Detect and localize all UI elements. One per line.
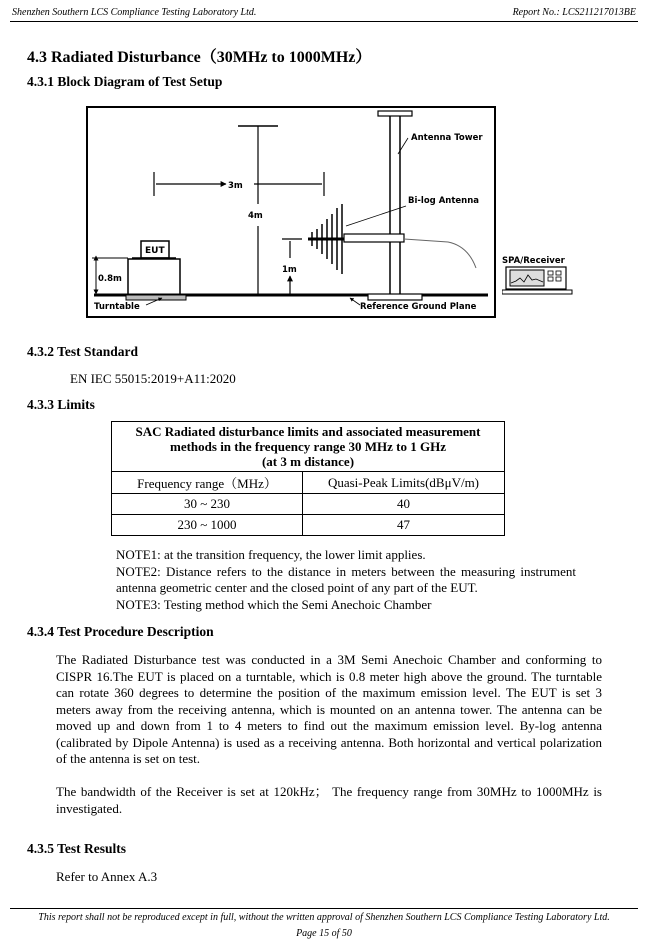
label-antenna-tower: Antenna Tower bbox=[411, 133, 483, 143]
col-header-frequency: Frequency range（MHz） bbox=[112, 472, 303, 494]
label-turntable: Turntable bbox=[94, 302, 140, 312]
header-report-number: Report No.: LCS211217013BE bbox=[512, 7, 636, 18]
label-bilog-antenna: Bi-log Antenna bbox=[408, 196, 480, 206]
header-lab-name: Shenzhen Southern LCS Compliance Testing Laboratory Ltd. bbox=[12, 7, 257, 18]
procedure-paragraph-1: The Radiated Disturbance test was conducted in a 3M Semi Anechoic Chamber and conforming to CISPR 16.The EUT is placed on a turntable, which is 0.8 meter high above the ground. The turntable can rotate 360 degrees to determine the position of the maximum emission level. The EUT is set 3 meters away from the receiving antenna, which is mounted on an antenna tower. The antenna can be moved up and down from 1 to 4 meters to find out the maximum emission level. By-log antenna (calibrated by Dipole Antenna) is used as a receiving antenna. Both horizontal and vertical polarization of the antenna is set on test. bbox=[56, 652, 602, 766]
label-height-4m: 4m bbox=[248, 211, 263, 221]
note-2: NOTE2: Distance refers to the distance in meters between the measuring instrument antenna geometric center and the closed point of any part of the EUT. bbox=[116, 563, 576, 595]
footer-page-number: Page 15 of 50 bbox=[296, 928, 352, 939]
label-distance-3m: 3m bbox=[228, 181, 243, 191]
receiver-icon bbox=[502, 266, 574, 296]
header-divider bbox=[10, 21, 638, 22]
label-ground-plane: Reference Ground Plane bbox=[360, 302, 477, 312]
block-diagram-heading: 4.3.1 Block Diagram of Test Setup bbox=[27, 74, 223, 89]
spa-receiver bbox=[502, 256, 574, 296]
test-setup-diagram bbox=[86, 106, 496, 318]
limits-heading: 4.3.3 Limits bbox=[27, 397, 95, 412]
limits-table bbox=[111, 421, 505, 536]
table-row: 30 ~ 230 40 bbox=[112, 494, 505, 515]
note-3: NOTE3: Testing method which the Semi Anechoic Chamber bbox=[116, 596, 432, 612]
footer-disclaimer: This report shall not be reproduced except in full, without the written approval of Shenzhen Southern LCS Compliance Testing Laboratory Ltd. bbox=[38, 912, 610, 923]
label-receiver: SPA/Receiver bbox=[502, 256, 565, 266]
table-row: 230 ~ 1000 47 bbox=[112, 515, 505, 536]
results-heading: 4.3.5 Test Results bbox=[27, 841, 127, 856]
test-standard-value: EN IEC 55015:2019+A11:2020 bbox=[70, 371, 236, 386]
results-text: Refer to Annex A.3 bbox=[56, 869, 158, 884]
section-title: 4.3 Radiated Disturbance（30MHz to 1000MHz） bbox=[27, 49, 372, 66]
procedure-paragraph-2: The bandwidth of the Receiver is set at 120kHz； The frequency range from 30MHz to 1000MHz is investigated. bbox=[56, 784, 602, 816]
turntable-shape bbox=[126, 295, 186, 300]
limits-table-caption: SAC Radiated disturbance limits and associated measurement methods in the frequency range 30 MHz to 1 GHz (at 3 m distance) bbox=[112, 422, 505, 472]
note-1: NOTE1: at the transition frequency, the lower limit applies. bbox=[116, 547, 426, 562]
col-header-limit: Quasi-Peak Limits(dBμV/m) bbox=[303, 472, 505, 494]
label-height-08m: 0.8m bbox=[98, 274, 122, 284]
procedure-heading: 4.3.4 Test Procedure Description bbox=[27, 624, 214, 639]
eut-table bbox=[128, 259, 180, 295]
test-setup-svg bbox=[88, 108, 494, 316]
label-height-1m: 1m bbox=[282, 265, 297, 275]
test-standard-heading: 4.3.2 Test Standard bbox=[27, 344, 139, 359]
limits-notes bbox=[116, 547, 576, 613]
footer-divider bbox=[10, 908, 638, 909]
label-eut: EUT bbox=[145, 246, 165, 256]
